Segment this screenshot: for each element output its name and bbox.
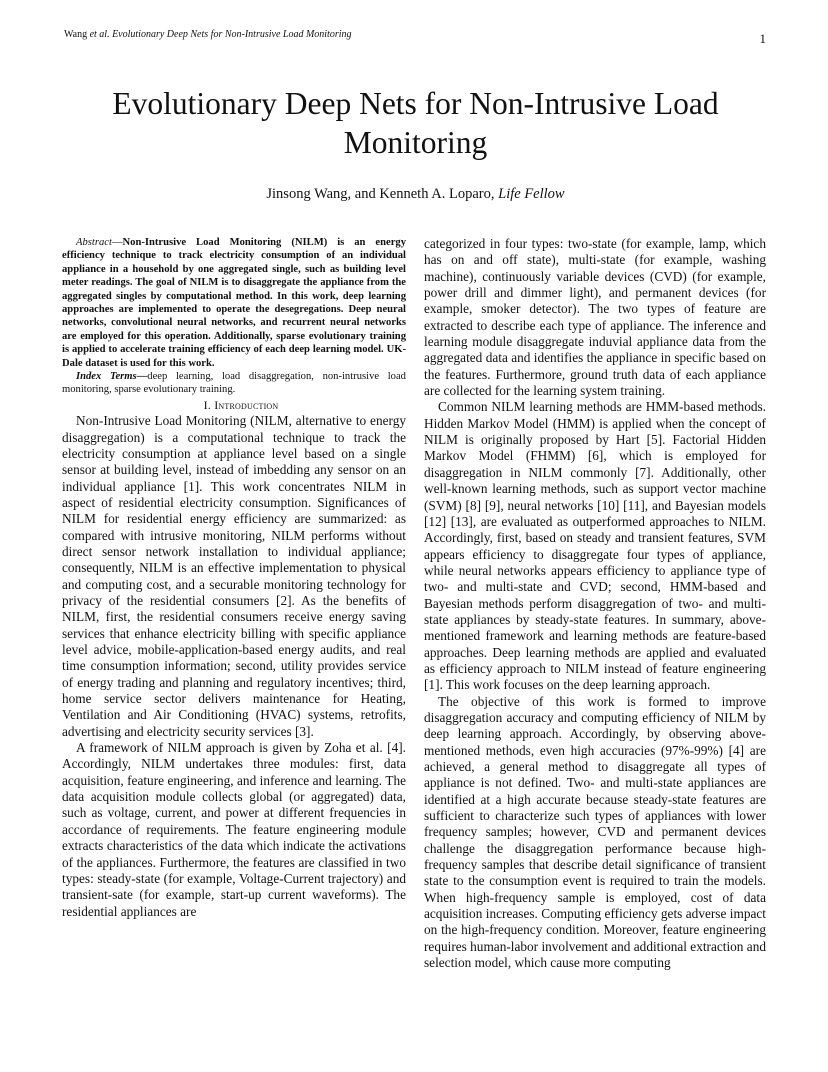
page-number: 1 — [759, 31, 766, 46]
body-paragraph: The objective of this work is formed to improve disaggregation accuracy and computing efficiency of NILM by deep learning approach. Accordingly, by observing above-mentioned methods, even high accuracies (97%-99%) [4] are achieved, a general method to disaggregate all types of appliance is not defined. Two- and multi-state appliances are identified at a high accurate because steady-state features are sufficient to characterize such types of appliances with lower frequency samples; however, CVD and permanent devices challenge the disaggregation performance because high-frequency samples that describe detail significance of transient state to the consumption event is required to train the models. When high-frequency sample is employed, cost of data acquisition increases. Computing efficiency gets adverse impact on the high-frequency condition. Moreover, feature engineering requires human-labor involvement and additional extraction and selection model, which cause more computing — [424, 693, 766, 971]
index-terms-dash: — — [136, 371, 148, 383]
section-number: I. — [203, 397, 212, 412]
body-paragraph: Non-Intrusive Load Monitoring (NILM, alternative to energy disaggregation) is a computational technique to track the electricity consumption at appliance level based on a single sensor at building level, instead of imbedding any sensor on an individual appliance [1]. This work concentrates NILM in aspect of residential electricity consumption. Significances of NILM for residential energy efficiency are summarized: as compared with intrusive monitoring, NILM performs without direct sensor network installation to individual appliance; consequently, NILM is an effective implementation to physical and computing cost, and a securable monitoring technology for privacy of the residential consumers [2]. As the benefits of NILM, first, the residential consumers receive energy saving services that enhance electricity billing with specific appliance level advice, mobile-application-based energy audits, and real time consumption information; second, utility provides service of energy trading and planning and regulatory incentives; third, home service sector delivers maintenance for Heating, Ventilation and Air Conditioning (HVAC) systems, retrofits, advertising and electricity security services [3]. — [62, 413, 406, 739]
section-title: Introduction — [214, 397, 279, 412]
abstract-label: Abstract — [76, 237, 112, 248]
abstract — [62, 236, 406, 370]
running-header — [64, 29, 764, 40]
section-heading — [62, 397, 406, 413]
running-header-author: Wang — [64, 29, 88, 40]
author-honor: Life Fellow — [498, 186, 565, 202]
paper-title: Evolutionary Deep Nets for Non-Intrusive Load Monitoring — [112, 86, 719, 160]
abstract-text: Non-Intrusive Load Monitoring (NILM) is an energy efficiency technique to track electricity consumption of an individual appliance in a household by one aggregated single, such as building level meter readings. The goal of NILM is to disaggregate the appliance from the aggregated singles by computational method. In this work, deep learning approaches are implemented to operate the desegregations. Deep neural networks, convolutional neural networks, and recurrent neural networks are employed for this operation. Additionally, sparse evolutionary training is applied to accelerate training efficiency of each deep learning model. UK-Dale dataset is used for this work. — [62, 237, 406, 369]
body-paragraph: categorized in four types: two-state (for example, lamp, which has on and off state), multi-state (for example, washing machine), continuously variable devices (CVD) (for example, power drill and dimmer light), and permanent devices (for example, smoker detector). The two types of feature are extracted to describe each type of appliance. The inference and learning module disaggregate induvial appliance data from the aggregated data and identifies the appliance in specific based on the features. Furthermore, ground truth data of each appliance are collected for the learning system training. — [424, 236, 766, 399]
index-terms — [62, 370, 406, 397]
left-column — [62, 236, 406, 920]
running-header-title: et al. Evolutionary Deep Nets for Non-Intrusive Load Monitoring — [89, 29, 352, 40]
index-terms-text: deep learning, load disaggregation, non-intrusive load monitoring, sparse evolutionary training. — [62, 371, 406, 396]
body-paragraph: A framework of NILM approach is given by Zoha et al. [4]. Accordingly, NILM undertakes three modules: first, data acquisition, feature engineering, and inference and learning. The data acquisition module collects global (or aggregated) data, such as voltage, current, and power at different frequencies in accordance of requirements. The feature engineering module extracts characteristics of the data which indicate the activations of the appliances. Furthermore, the features are classified in two types: steady-state (for example, Voltage-Current trajectory) and transient-sate (for example, start-up current waveforms). The residential appliances are — [62, 740, 406, 919]
index-terms-label: Index Terms — [76, 371, 137, 383]
body-paragraph: Common NILM learning methods are HMM-based methods. Hidden Markov Model (HMM) is applied when the concept of NILM is originally proposed by Hart [5]. Factorial Hidden Markov Model (FHMM) [6], which is employed for disaggregation in NILM commonly [7]. Additionally, other well-known learning methods, such as support vector machine (SVM) [8] [9], neural networks [10] [11], and Bayesian models [12] [13], are evaluated as outperformed approaches to NILM. Accordingly, first, based on steady and transient features, SVM appears efficiency to disaggregate four types of appliance, while neural networks appears efficiency to appliance type of two- and multi-state and CVD; second, HMM-based and Bayesian methods perform disaggregation of two- and multi-state appliances by steady-state features. In summary, above-mentioned framework and learning methods are feature-based approaches. Deep learning methods are applied and evaluated as efficiency approach to NILM instead of feature engineering [1]. This work focuses on the deep learning approach. — [424, 399, 766, 693]
author-names: Jinsong Wang, and Kenneth A. Loparo, — [266, 186, 499, 202]
author-line — [64, 186, 767, 203]
right-column — [424, 236, 766, 971]
abstract-dash: — — [111, 237, 123, 248]
